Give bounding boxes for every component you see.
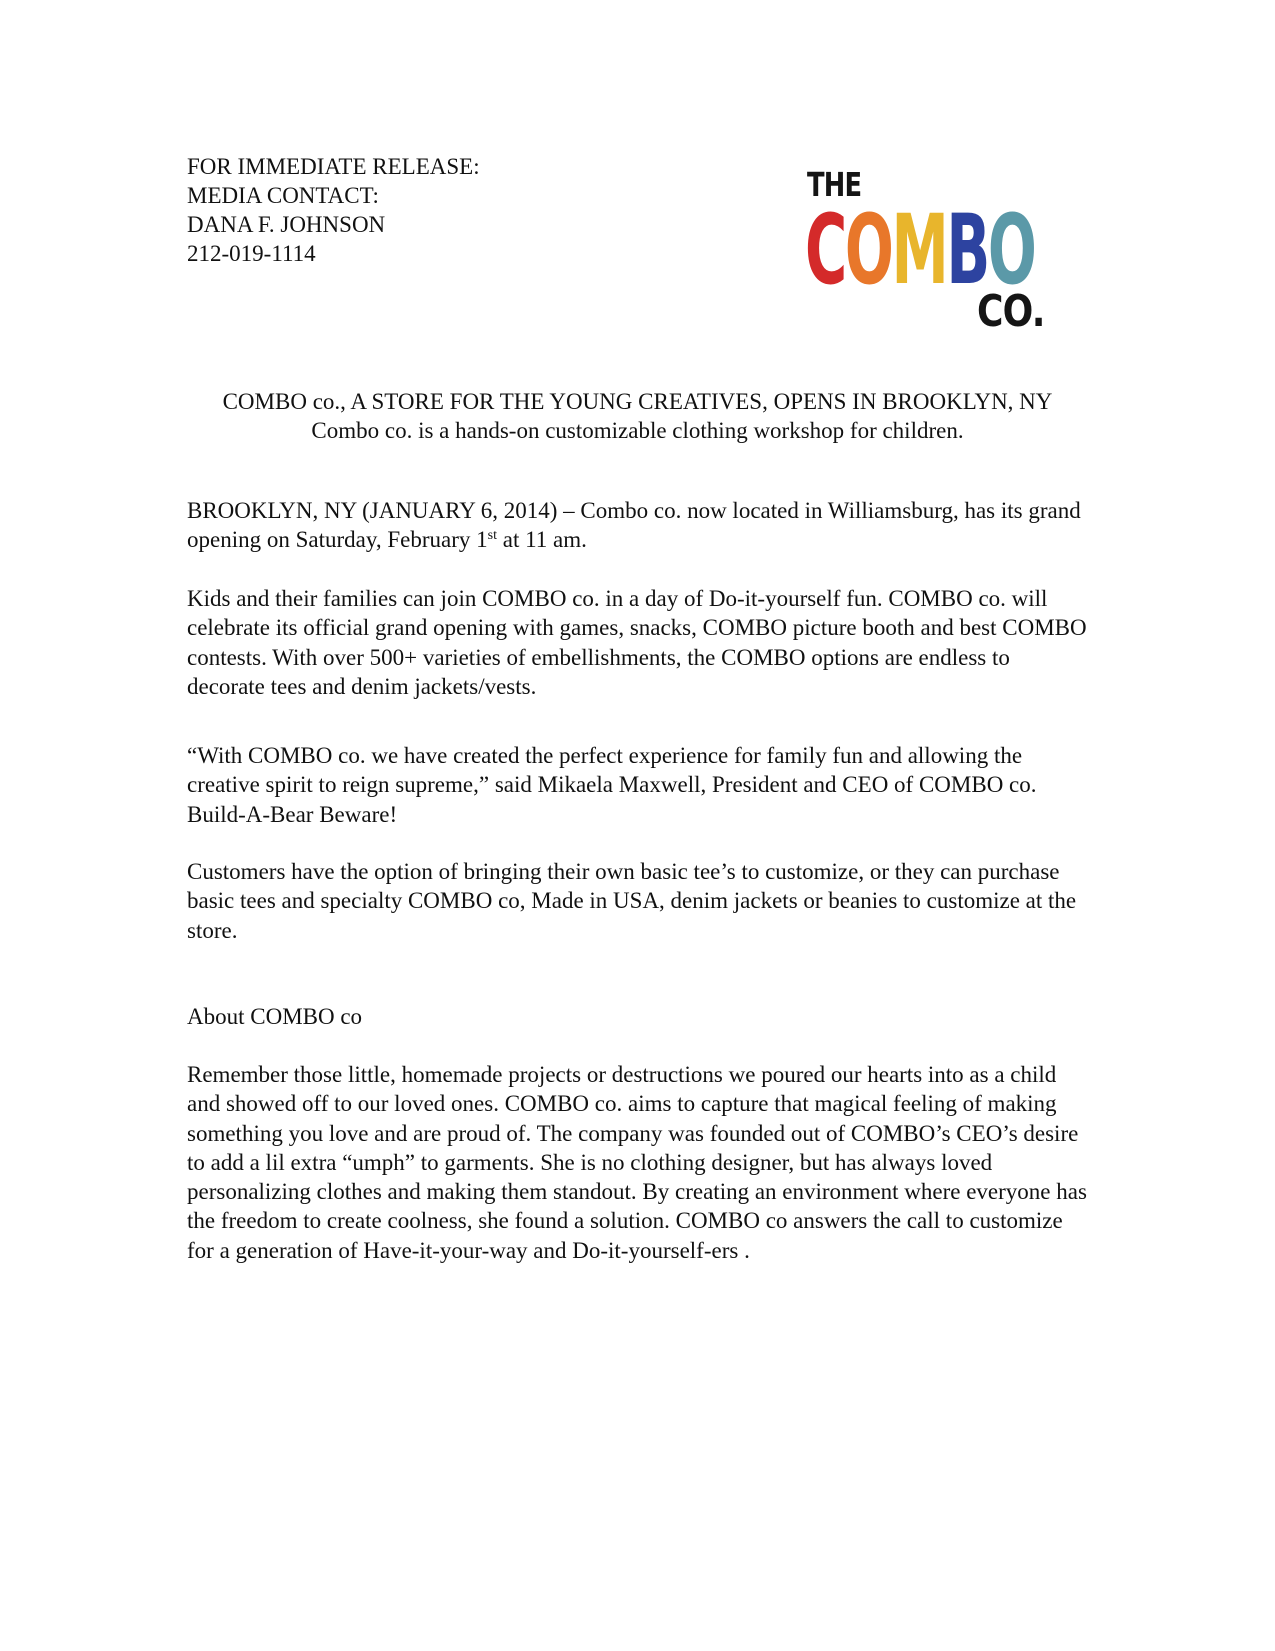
contact-block: [187, 152, 480, 268]
body-paragraph-3: Customers have the option of bringing their own basic tee’s to customize, or they can purchase basic tees and specialty COMBO co, Made in USA, denim jackets or beanies to customize at the store.: [187, 859, 1077, 943]
dateline-text: BROOKLYN, NY (JANUARY 6, 2014) – Combo co. now located in Williamsburg, has its grand opening on Saturday, February 1: [187, 498, 1081, 553]
logo-the: THE: [807, 165, 862, 204]
logo-letter: O: [844, 194, 892, 306]
dateline-ordinal: st: [487, 528, 497, 544]
logo-combo: [805, 194, 1035, 306]
logo-co: CO.: [977, 286, 1045, 337]
contact-phone: 212-019-1114: [187, 241, 316, 266]
headline-title: COMBO co., A STORE FOR THE YOUNG CREATIVES, OPENS IN BROOKLYN, NY: [222, 389, 1053, 414]
about-heading: About COMBO co: [187, 1004, 363, 1029]
logo-letter: M: [891, 194, 947, 306]
dateline-time: at 11 am.: [496, 527, 587, 553]
body-paragraph-2: “With COMBO co. we have created the perfect experience for family fun and allowing the creative spirit to reign supreme,” said Mikaela Maxwell, President and CEO of COMBO co. Build-A-Bear Beware!: [187, 743, 1037, 827]
logo-letter: C: [805, 194, 845, 306]
body-paragraph-1: Kids and their families can join COMBO co. in a day of Do-it-yourself fun. COMBO co. will celebrate its official grand opening with games, snacks, COMBO picture booth and best COMBO contests. With over 500+ varieties of embellishments, the COMBO options are endless to decorate tees and denim jackets/vests.: [187, 586, 1087, 699]
combo-co-logo: [805, 165, 1045, 338]
headline-block: [187, 387, 1088, 445]
about-paragraph: Remember those little, homemade projects or destructions we poured our hearts into as a child and showed off to our loved ones. COMBO co. aims to capture that magical feeling of making something you love and are proud of. The company was founded out of COMBO’s CEO’s desire to add a lil extra “umph” to garments. She is no clothing designer, but has always loved personalizing clothes and making them standout. By creating an environment where everyone has the freedom to create coolness, she found a solution. COMBO co answers the call to customize for a generation of Have-it-your-way and Do-it-yourself-ers .: [187, 1062, 1087, 1263]
media-contact-label: MEDIA CONTACT:: [187, 183, 379, 208]
release-label: FOR IMMEDIATE RELEASE:: [187, 154, 480, 179]
logo-letter: B: [946, 194, 988, 306]
headline-subtitle: Combo co. is a hands-on customizable clothing workshop for children.: [311, 418, 964, 443]
dateline-paragraph: [187, 496, 1092, 555]
contact-name: DANA F. JOHNSON: [187, 212, 386, 237]
logo-letter: O: [987, 194, 1035, 306]
